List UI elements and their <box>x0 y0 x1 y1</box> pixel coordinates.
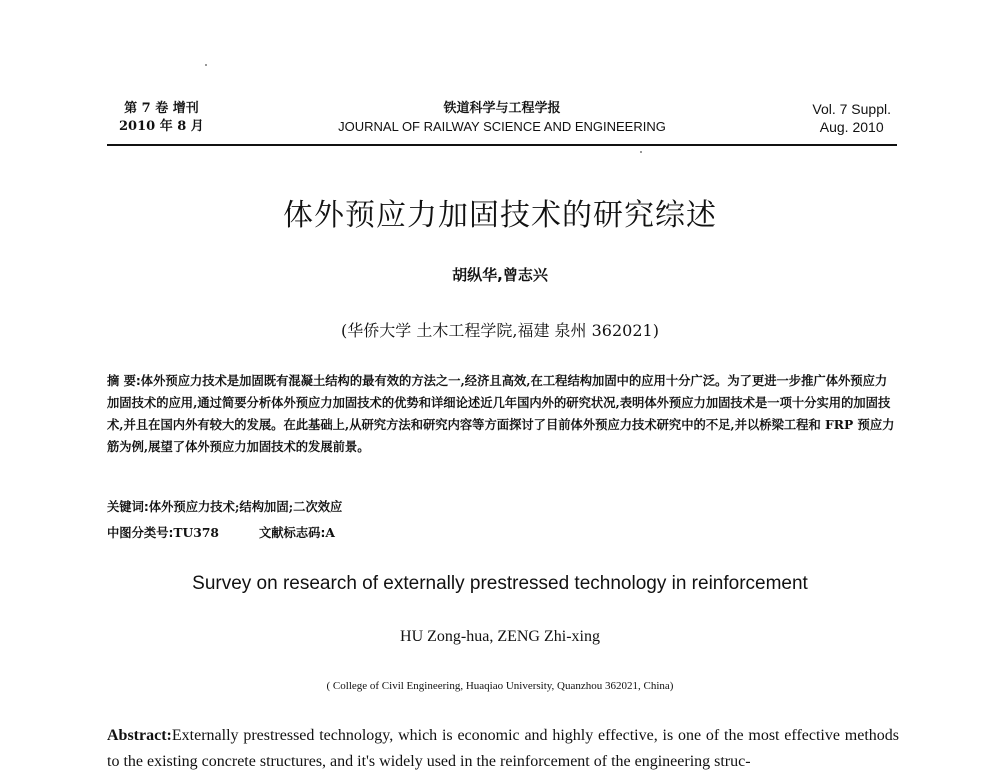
abstract-label-cn: 摘 要: <box>107 374 141 388</box>
header-right <box>812 100 891 136</box>
volume-en: Vol. 7 Suppl. <box>812 101 891 117</box>
abstract-text-cn: 体外预应力技术是加固既有混凝土结构的最有效的方法之一,经济且高效,在工程结构加固中的应用十分广泛。为了更进一步推广体外预应力加固技术的应用,通过简要分析体外预应力加固技术的优势和详细论述近几年国内外的研究状况,表明体外预应力加固技术是一项十分实用的加固技术,并且在国内外有较大的发展。在此基础上,从研究方法和研究内容等方面探讨了目前体外预应力技术研究中的不足,并以桥梁工程和 FRP 预应力筋为例,展望了体外预应力加固技术的发展前景。 <box>107 373 895 454</box>
class-value: TU378 <box>173 525 219 540</box>
affiliation-en: ( College of Civil Engineering, Huaqiao University, Quanzhou 362021, China) <box>326 680 674 692</box>
authors-en: HU Zong-hua, ZENG Zhi-xing <box>400 628 600 645</box>
abstract-cn <box>107 370 897 458</box>
paper-title-cn: 体外预应力加固技术的研究综述 <box>283 198 717 233</box>
class-label: 中图分类号: <box>107 526 174 540</box>
doc-code-value: A <box>325 525 335 540</box>
affiliation-cn: (华侨大学 土木工程学院,福建 泉州 362021) <box>341 321 659 340</box>
journal-name-cn: 铁道科学与工程学报 <box>443 101 561 116</box>
doc-code-label: 文献标志码: <box>258 526 326 540</box>
abstract-label-en: Abstract: <box>107 727 172 744</box>
paper-title-en: Survey on research of externally prestressed technology in reinforcement <box>192 573 808 594</box>
running-header <box>107 100 897 146</box>
date-cn: 2010 年 8 月 <box>119 119 204 134</box>
authors-cn: 胡纵华,曾志兴 <box>452 266 548 284</box>
keywords-label: 关键词: <box>107 500 149 514</box>
journal-name-en: JOURNAL OF RAILWAY SCIENCE AND ENGINEERING <box>338 119 666 134</box>
keywords-text: 体外预应力技术;结构加固;二次效应 <box>148 499 343 514</box>
abstract-en <box>107 723 899 775</box>
keywords-cn <box>107 497 897 515</box>
scan-speck <box>205 64 207 66</box>
abstract-text-en: Externally prestressed technology, which is economic and highly effective, is one of the most effective methods to the existing concrete structures, and it's widely used in the reinforcement of the engineering struc- <box>107 727 899 770</box>
classification-line <box>107 523 897 541</box>
date-en: Aug. 2010 <box>819 119 884 135</box>
scan-speck <box>640 151 642 153</box>
header-center <box>107 100 897 136</box>
volume-cn: 第 7 卷 增刊 <box>124 101 199 116</box>
